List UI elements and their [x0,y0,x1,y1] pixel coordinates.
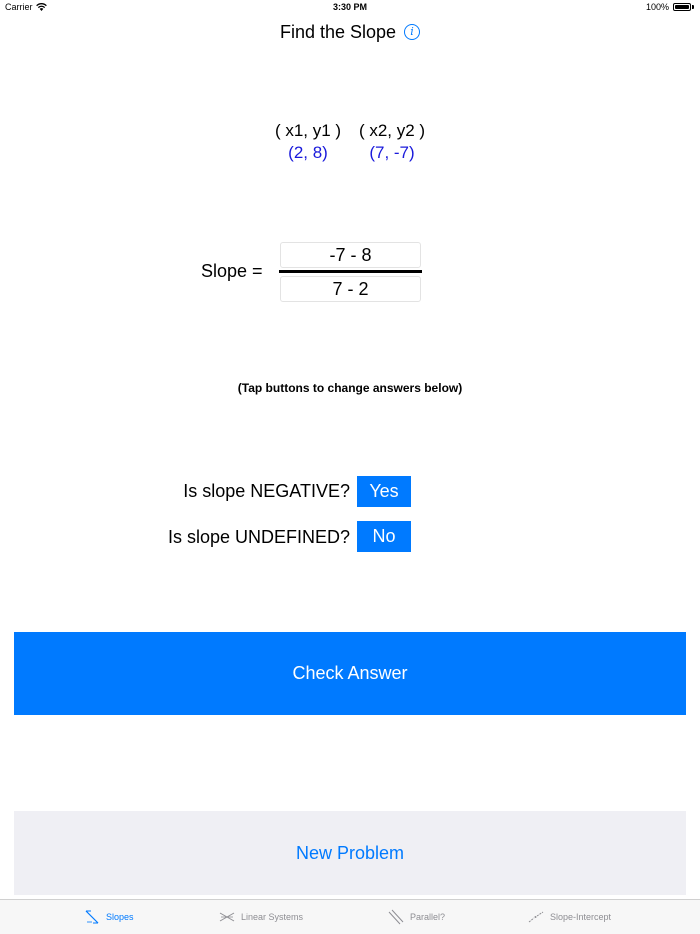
tab-slope-intercept[interactable] [528,909,611,925]
point2-value: (7, -7) [369,143,415,162]
status-time: 3:30 PM [332,2,367,12]
carrier-label: Carrier [5,2,33,12]
undefined-answer-button[interactable]: No [357,521,411,552]
fraction-bar [279,270,422,273]
numerator-field: -7 - 8 [280,242,421,268]
new-problem-button[interactable]: New Problem [14,811,686,895]
battery-percent: 100% [645,2,669,12]
tab-parallel[interactable] [388,909,445,925]
point2-label: ( x2, y2 ) [358,121,426,140]
slope-label: Slope = [201,261,263,281]
tab-bar [0,899,700,934]
tab-slope-intercept-label: Slope-Intercept [550,912,612,922]
battery-indicator [646,2,694,12]
negative-question-label: Is slope NEGATIVE? [183,481,350,501]
info-icon[interactable]: i [404,24,420,40]
header [0,20,700,44]
tab-slopes[interactable] [84,909,134,925]
tab-parallel-label: Parallel? [410,912,446,922]
denominator-field: 7 - 2 [280,276,421,302]
status-bar [0,0,700,16]
tab-linear-systems-label: Linear Systems [241,912,304,922]
check-answer-button[interactable]: Check Answer [14,632,686,715]
point1-label: ( x1, y1 ) [274,121,342,140]
linear-systems-icon [219,909,235,925]
point1-value: (2, 8) [288,143,328,162]
negative-answer-button[interactable]: Yes [357,476,411,507]
tab-slopes-label: Slopes [106,912,134,922]
slopes-icon [84,909,100,925]
undefined-question-label: Is slope UNDEFINED? [167,527,350,547]
tab-linear-systems[interactable] [219,909,303,925]
instruction-hint: (Tap buttons to change answers below) [237,381,463,395]
battery-icon [673,3,691,11]
battery-tip [692,5,694,9]
parallel-icon [388,909,404,925]
slope-intercept-icon [528,909,544,925]
page-title: Find the Slope [279,21,397,42]
